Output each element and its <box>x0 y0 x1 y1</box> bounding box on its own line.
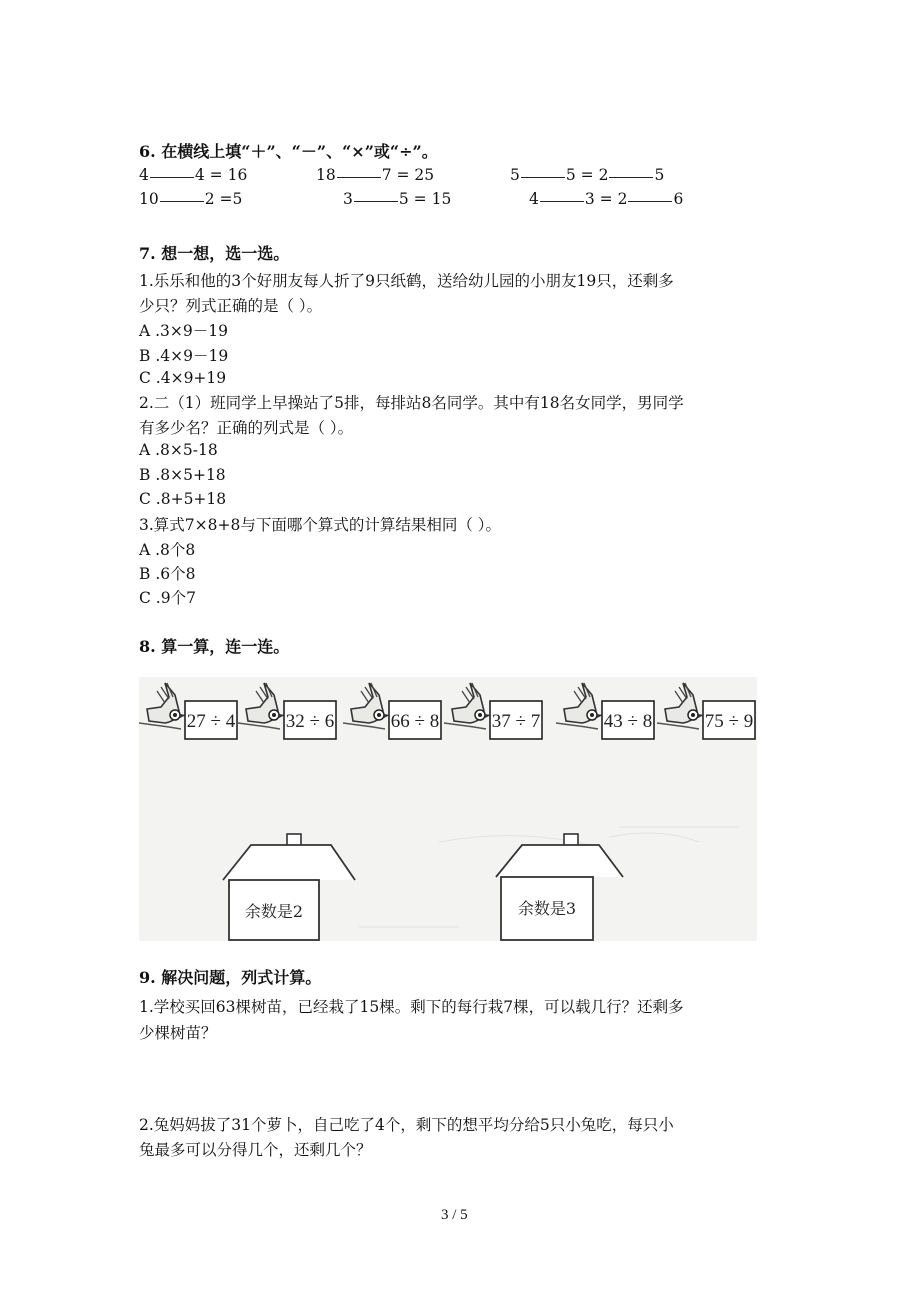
bird-expression: 37 ÷ 7 <box>491 711 541 732</box>
q7-p2-option-a[interactable]: A .8×5-18 <box>139 441 218 459</box>
answer-blank[interactable] <box>628 200 672 202</box>
bird-expression: 75 ÷ 9 <box>704 711 754 732</box>
answer-blank[interactable] <box>337 176 381 178</box>
bird-expression: 32 ÷ 6 <box>285 711 335 732</box>
bird-5[interactable] <box>556 683 654 739</box>
q9-heading: 9. 解决问题，列式计算。 <box>139 968 322 987</box>
house-1[interactable] <box>223 834 355 940</box>
q7-heading: 7. 想一想，选一选。 <box>139 244 290 263</box>
bird-expression: 66 ÷ 8 <box>390 711 440 732</box>
q8-figure <box>139 677 757 941</box>
house-2[interactable] <box>496 834 623 940</box>
bird-1[interactable] <box>139 683 237 739</box>
q9-p1-text-cont: 少棵树苗？ <box>139 1024 217 1042</box>
bird-expression: 27 ÷ 4 <box>186 711 236 732</box>
q6-eq-2: 18 7 = 25 <box>316 166 435 184</box>
q6-eq-6: 4 3 = 2 6 <box>529 190 684 208</box>
bird-expression: 43 ÷ 8 <box>603 711 653 732</box>
house-label: 余数是3 <box>517 899 577 918</box>
answer-blank[interactable] <box>540 200 584 202</box>
answer-blank[interactable] <box>521 176 565 178</box>
q6-eq-1: 4 4 = 16 <box>139 166 248 184</box>
q7-p1-option-a[interactable]: A .3×9－19 <box>139 322 228 340</box>
q7-p2-text-cont: 有多少名？正确的列式是（ ）。 <box>139 419 354 437</box>
q7-p3-option-c[interactable]: C .9个7 <box>139 589 196 607</box>
q9-p2-text-cont: 兔最多可以分得几个，还剩几个？ <box>139 1141 372 1159</box>
bird-4[interactable] <box>444 683 542 739</box>
q6-eq-5: 3 5 = 15 <box>343 190 452 208</box>
q7-p2-text: 2.二（1）班同学上早操站了5排，每排站8名同学。其中有18名女同学，男同学 <box>139 394 684 412</box>
bird-2[interactable] <box>238 683 336 739</box>
page-number: 3 / 5 <box>441 1207 468 1223</box>
q7-p1-text-cont: 少只？列式正确的是（ ）。 <box>139 297 323 315</box>
q7-p1-option-c[interactable]: C .4×9+19 <box>139 369 227 387</box>
q7-p3-text: 3.算式7×8+8与下面哪个算式的计算结果相同（ ）。 <box>139 516 502 534</box>
q6-eq-4: 10 2 =5 <box>139 190 243 208</box>
q7-p3-option-a[interactable]: A .8个8 <box>139 541 196 559</box>
q7-p1-text: 1.乐乐和他的3个好朋友每人折了9只纸鹤，送给幼儿园的小朋友19只，还剩多 <box>139 272 674 290</box>
house-label: 余数是2 <box>244 902 304 921</box>
answer-blank[interactable] <box>150 176 194 178</box>
q8-illustration <box>139 677 757 941</box>
answer-blank[interactable] <box>160 200 204 202</box>
q6-eq-3: 5 5 = 2 5 <box>510 166 665 184</box>
bird-3[interactable] <box>343 683 441 739</box>
q7-p2-option-b[interactable]: B .8×5+18 <box>139 466 226 484</box>
q7-p1-option-b[interactable]: B .4×9－19 <box>139 347 229 365</box>
q7-p2-option-c[interactable]: C .8+5+18 <box>139 490 227 508</box>
bird-6[interactable] <box>657 683 755 739</box>
answer-blank[interactable] <box>354 200 398 202</box>
q9-p2-text: 2.兔妈妈拔了31个萝卜，自己吃了4个，剩下的想平均分给5只小兔吃，每只小 <box>139 1116 674 1134</box>
q7-p3-option-b[interactable]: B .6个8 <box>139 565 196 583</box>
answer-blank[interactable] <box>609 176 653 178</box>
q9-p1-text: 1.学校买回63棵树苗，已经栽了15棵。剩下的每行栽7棵，可以载几行？还剩多 <box>139 998 684 1016</box>
q6-heading: 6. 在横线上填“＋”、“－”、“×”或“÷”。 <box>139 142 438 161</box>
q8-heading: 8. 算一算，连一连。 <box>139 637 290 656</box>
